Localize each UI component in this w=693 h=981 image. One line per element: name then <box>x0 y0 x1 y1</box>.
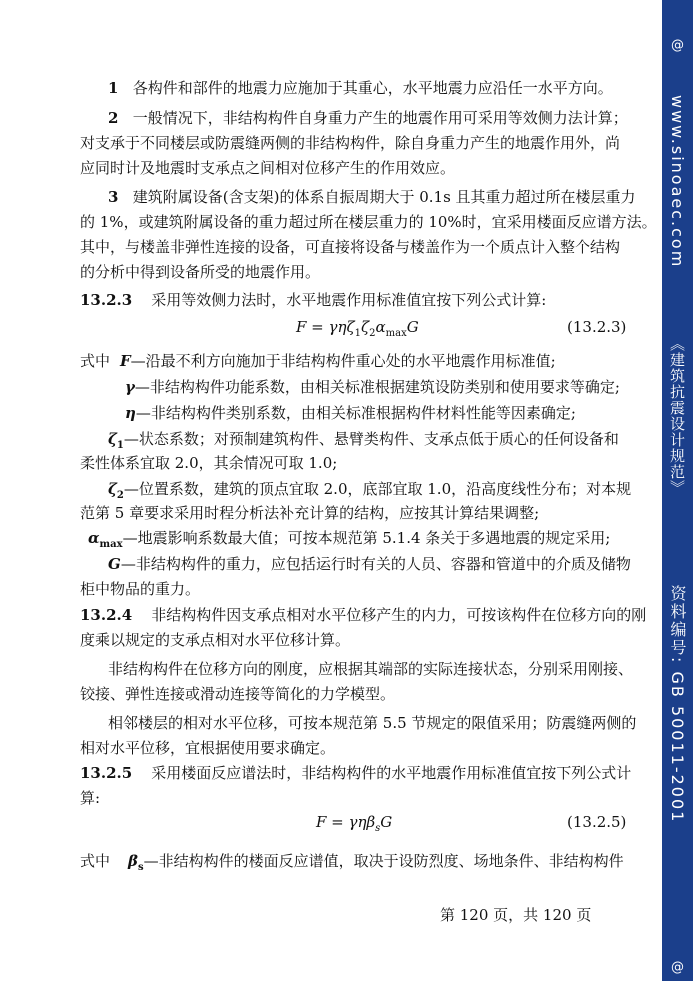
def-zeta2-line-1: $\zeta_2—$位置系数，建筑的顶点宜取 2.0，底部宜取 1.0，沿高度线性分布；对本规 <box>108 480 632 501</box>
def-eta: η—非结构构件类别系数，由相关标准根据构件材料性能等因素确定; <box>125 404 576 422</box>
clause-3-line-4: 的分析中得到设备所受的地震作用。 <box>80 263 321 281</box>
def-F: F—沿最不利方向施加于非结构构件重心处的水平地震作用标准值; <box>120 352 556 370</box>
clause-2-line-3: 应同时计及地震时支承点之间相对位移产生的作用效应。 <box>80 159 456 177</box>
side-banner <box>662 0 693 981</box>
def-G-line-2: 柜中物品的重力。 <box>80 580 201 598</box>
formula-13-2-3: $F = \gamma\eta\zeta_1\zeta_2\alpha_{max}G$ <box>296 318 419 339</box>
section-number: 13.2.5 <box>80 764 133 782</box>
section-13-2-4-p3-line-1: 相邻楼层的相对水平位移，可按本规范第 5.5 节规定的限值采用；防震缝两侧的 <box>108 714 637 732</box>
def-G-line-1: G—非结构构件的重力，应包括运行时有关的人员、容器和管道中的介质及储物 <box>108 555 631 573</box>
where-label: 式中 <box>80 352 111 370</box>
def-zeta2-line-2: 范第 5 章要求采用时程分析法补充计算的结构，应按其计算结果调整; <box>80 504 540 522</box>
section-13-2-4-line-2: 度乘以规定的支承点相对水平位移计算。 <box>80 631 351 649</box>
clause-2-line-1: 2 一般情况下，非结构构件自身重力产生的地震作用可采用等效侧力法计算； <box>108 109 628 127</box>
clause-3-line-2: 的 1%，或建筑附属设备的重力超过所在楼层重力的 10%时，宜采用楼面反应谱方法。 <box>80 213 657 231</box>
clause-3-line-1: 3 建筑附属设备(含支架)的体系自振周期大于 0.1s 且其重力超过所在楼层重力 <box>108 188 636 206</box>
section-13-2-4-line-1: 13.2.4 非结构构件因支承点相对水平位移产生的内力，可按该构件在位移方向的刚 <box>80 606 647 624</box>
section-13-2-4-p2-line-2: 铰接、弹性连接或滑动连接等简化的力学模型。 <box>80 685 396 703</box>
equation-number: (13.2.3) <box>567 318 627 336</box>
where-label: 式中 <box>80 852 111 870</box>
section-13-2-3-heading: 13.2.3 采用等效侧力法时，水平地震作用标准值宜按下列公式计算: <box>80 291 547 309</box>
equation-number: (13.2.5) <box>567 813 627 831</box>
formula-13-2-5: F = γηβ$_s$G <box>316 813 393 834</box>
at-icon: @ <box>671 960 684 975</box>
def-zeta1-line-1: $\zeta_1—$状态系数；对预制建筑构件、悬臂类构件、支承点低于质心的任何设备和 <box>108 430 619 451</box>
at-icon: @ <box>671 38 684 53</box>
def-beta-s: $\beta_s—$非结构构件的楼面反应谱值，取决于设防烈度、场地条件、非结构构件 <box>128 852 624 873</box>
section-number: 13.2.3 <box>80 291 133 309</box>
site-url: www.sinoaec.com <box>668 95 687 269</box>
def-alpha-max: $\alpha_{max}—$地震影响系数最大值；可按本规范第 5.1.4 条关于多遇地震的规定采用; <box>88 529 611 550</box>
section-13-2-5-line-2: 算: <box>80 789 101 807</box>
section-13-2-4-p3-line-2: 相对水平位移，宜根据使用要求确定。 <box>80 739 336 757</box>
section-number: 13.2.4 <box>80 606 133 624</box>
def-zeta1-line-2: 柔性体系宜取 2.0，其余情况可取 1.0; <box>80 454 338 472</box>
section-13-2-5-line-1: 13.2.5 采用楼面反应谱法时，非结构构件的水平地震作用标准值宜按下列公式计 <box>80 764 632 782</box>
section-13-2-4-p2-line-1: 非结构构件在位移方向的刚度，应根据其端部的实际连接状态，分别采用刚接、 <box>108 660 634 678</box>
def-gamma: γ—非结构构件功能系数，由相关标准根据建筑设防类别和使用要求等确定; <box>125 378 620 396</box>
document-code: 资料编号: GB 50011-2001 <box>668 585 687 824</box>
clause-3-line-3: 其中，与楼盖非弹性连接的设备，可直接将设备与楼盖作为一个质点计入整个结构 <box>80 238 621 256</box>
clause-2-line-2: 对支承于不同楼层或防震缝两侧的非结构构件，除自身重力产生的地震作用外，尚 <box>80 134 621 152</box>
clause-1: 1 各构件和部件的地震力应施加于其重心，水平地震力应沿任一水平方向。 <box>108 79 613 97</box>
document-title: 《建筑抗震设计规范》 <box>668 336 686 496</box>
page-footer: 第 120 页，共 120 页 <box>440 906 592 924</box>
